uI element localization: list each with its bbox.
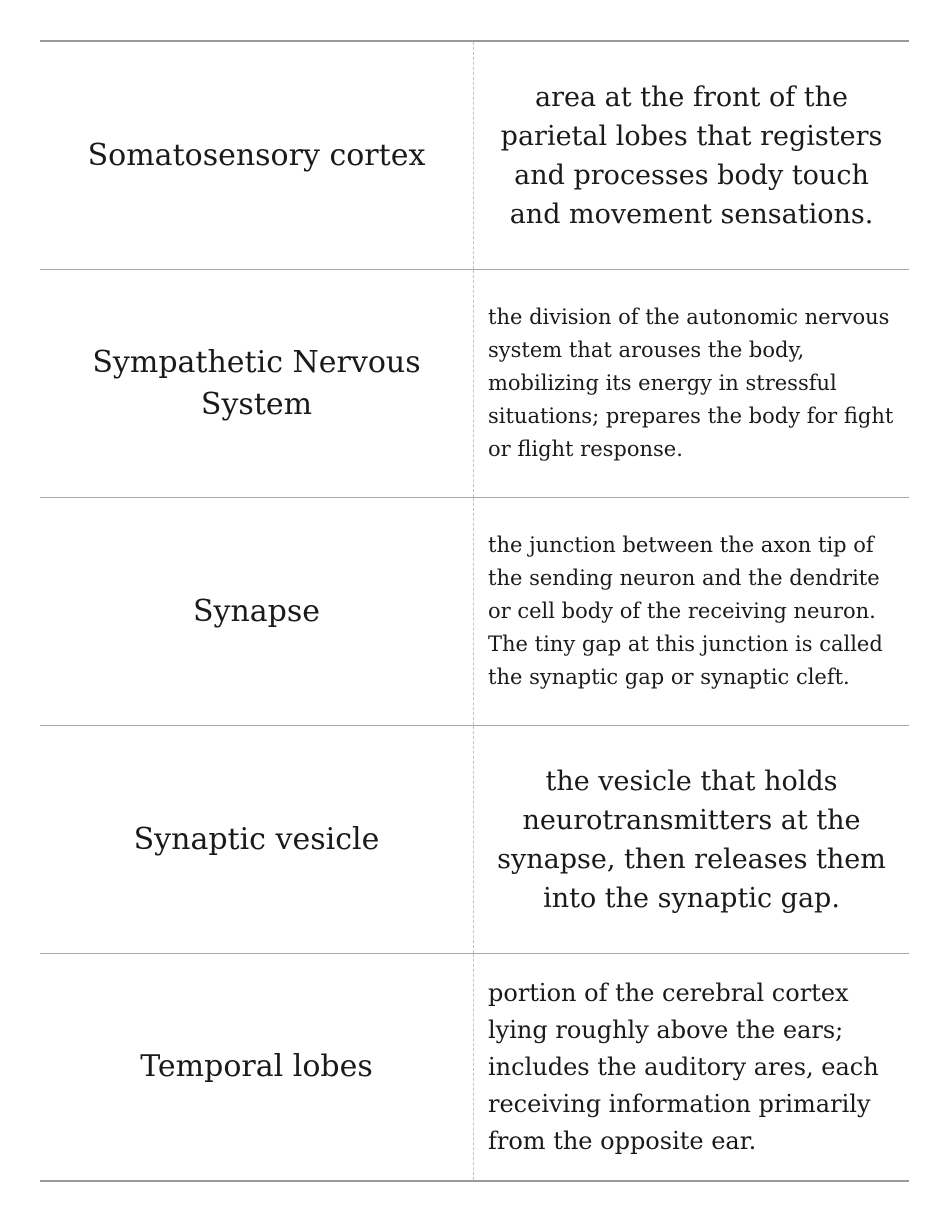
- card-definition-text: portion of the cerebral cortex lying roughly above the ears; includes the auditory ares, each receiving information primarily from the opposite ear.: [488, 978, 879, 1155]
- flashcard: [40, 498, 909, 726]
- card-term-text: Somatosensory cortex: [87, 137, 426, 173]
- card-term-text: Temporal lobes: [140, 1049, 373, 1084]
- card-definition-text: the junction between the axon tip of the sending neuron and the dendrite or cell body of the receiving neuron. The tiny gap at this junction is called the synaptic gap or synaptic cleft.: [488, 533, 883, 689]
- card-definition: [474, 726, 909, 953]
- card-term: [40, 42, 474, 269]
- card-definition: [474, 270, 909, 497]
- card-term-text: Sympathetic Nervous System: [92, 344, 421, 422]
- flashcard: [40, 42, 909, 270]
- card-definition-text: the vesicle that holds neurotransmitters at the synapse, then releases them into the synaptic gap.: [497, 765, 886, 914]
- card-term-text: Synapse: [192, 593, 321, 629]
- card-term: [40, 498, 474, 725]
- card-term: [40, 954, 474, 1180]
- card-definition: [474, 42, 909, 269]
- flashcard: [40, 270, 909, 498]
- flashcard: [40, 954, 909, 1182]
- card-definition: [474, 498, 909, 725]
- card-definition-text: area at the front of the parietal lobes that registers and processes body touch and movement sensations.: [500, 81, 883, 230]
- card-term-text: Synaptic vesicle: [133, 821, 380, 857]
- flashcard-sheet: [40, 40, 909, 1182]
- flashcard: [40, 726, 909, 954]
- card-definition-text: the division of the autonomic nervous system that arouses the body, mobilizing its energy in stressful situations; prepares the body for fight or flight response.: [488, 305, 894, 461]
- card-term: [40, 270, 474, 497]
- card-definition: [474, 954, 909, 1180]
- card-term: [40, 726, 474, 953]
